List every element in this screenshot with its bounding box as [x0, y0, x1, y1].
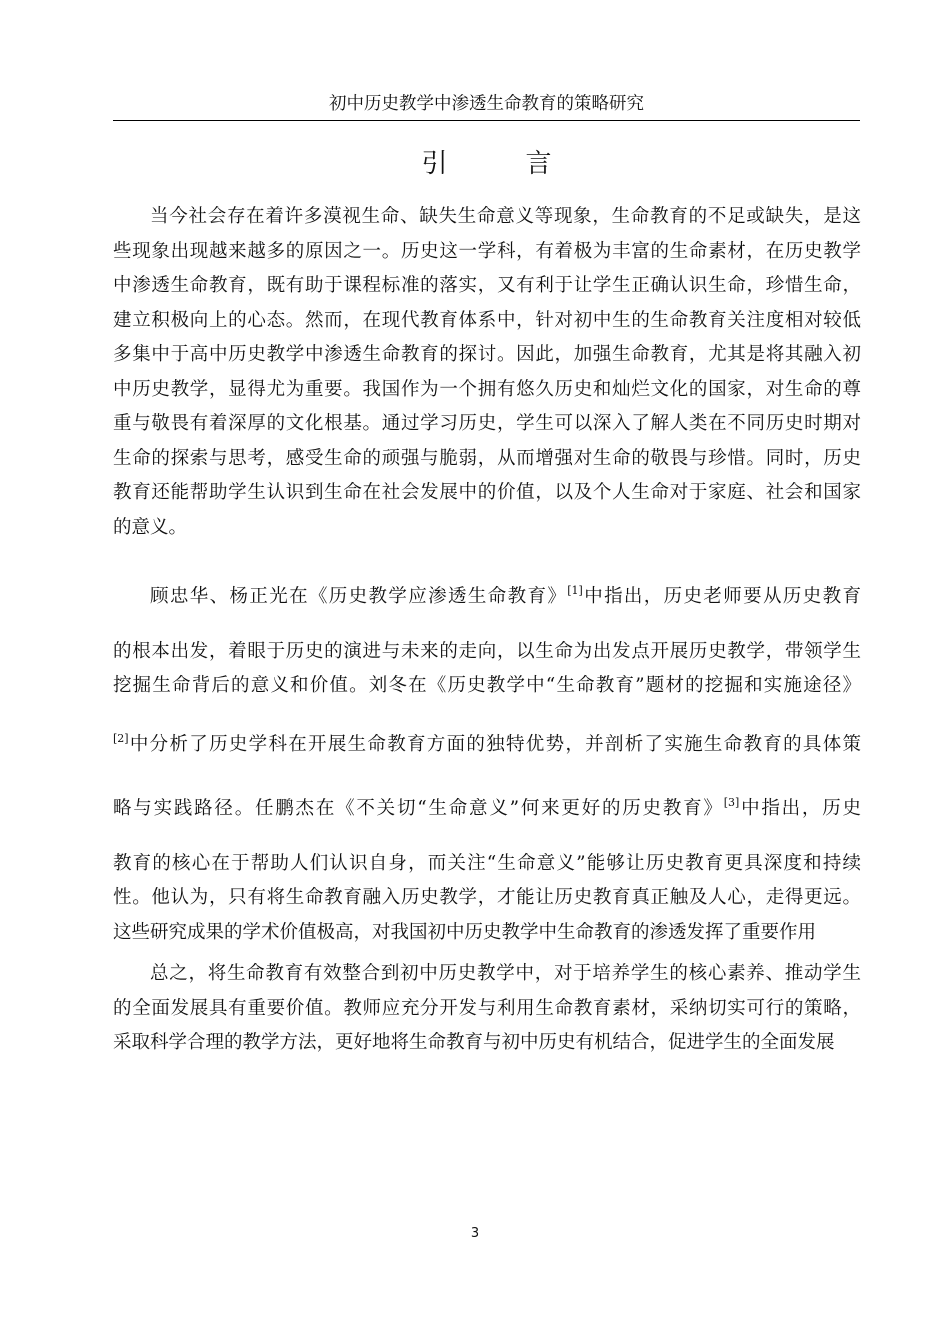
paragraph-line: 些现象出现越来越多的原因之一。历史这一学科，有着极为丰富的生命素材，在历史教学 [113, 240, 861, 262]
section-title: 引 言 [421, 149, 578, 179]
citation-ref-3: [3] [723, 796, 740, 809]
text-run: 中指出，历史老师要从历史教育 [582, 586, 861, 607]
paragraph-line: 采取科学合理的教学方法，更好地将生命教育与初中历史有机结合，促进学生的全面发展 [113, 1032, 835, 1053]
paragraph-line: 性。他认为，只有将生命教育融入历史教学，才能让历史教育真正触及人心，走得更远。 [113, 887, 861, 908]
text-run: 顾忠华、杨正光在《历史教学应渗透生命教育》 [150, 586, 568, 607]
text-run: 中分析了历史学科在开展生命教育方面的独特优势，并剖析了实施生命教育的具体策 [128, 733, 861, 755]
paragraph-line: 的意义。 [113, 516, 188, 538]
paragraph-line [113, 792, 861, 827]
citation-ref-1: [1] [567, 584, 583, 597]
paragraph-line: 教育还能帮助学生认识到生命在社会发展中的价值，以及个人生命对于家庭、社会和国家 [113, 482, 861, 503]
paragraph-line: 重与敬畏有着深厚的文化根基。通过学习历史，学生可以深入了解人类在不同历史时期对 [113, 413, 861, 434]
paragraph-intro [113, 200, 861, 545]
paragraph-line: 生命的探索与思考，感受生命的顽强与脆弱，从而增强对生命的敬畏与珍惜。同时，历史 [113, 447, 861, 469]
paragraph-line: 中历史教学，显得尤为重要。我国作为一个拥有悠久历史和灿烂文化的国家，对生命的尊 [113, 378, 861, 400]
paragraph-literature-review [113, 580, 861, 950]
paragraph-line: 教育的核心在于帮助人们认识自身，而关注“生命意义”能够让历史教育更具深度和持续 [113, 852, 861, 874]
paragraph-line: 挖掘生命背后的意义和价值。刘冬在《历史教学中“生命教育”题材的挖掘和实施途径》 [113, 675, 861, 696]
paragraph-line: 这些研究成果的学术价值极高，对我国初中历史教学中生命教育的渗透发挥了重要作用 [113, 921, 817, 943]
text-run: 中指出，历史 [739, 798, 861, 819]
paragraph-line [113, 580, 861, 615]
paragraph-line: 中渗透生命教育，既有助于课程标准的落实，又有利于让学生正确认识生命，珍惜生命， [113, 275, 861, 296]
paragraph-line: 多集中于高中历史教学中渗透生命教育的探讨。因此，加强生命教育，尤其是将其融入初 [113, 344, 861, 365]
citation-ref-2: [2] [113, 731, 129, 745]
paragraph-line: 建立积极向上的心态。然而，在现代教育体系中，针对初中生的生命教育关注度相对较低 [113, 309, 861, 331]
text-run: 略与实践路径。任鹏杰在《不关切“生命意义”何来更好的历史教育》 [113, 798, 724, 819]
paragraph-line [113, 728, 861, 763]
paragraph-line: 的全面发展具有重要价值。教师应充分开发与利用生命教育素材，采纳切实可行的策略， [113, 997, 861, 1019]
page-number: 3 [470, 1226, 480, 1241]
paragraph-conclusion [113, 957, 861, 1061]
running-header: 初中历史教学中渗透生命教育的策略研究 [113, 92, 860, 121]
paragraph-line: 总之，将生命教育有效整合到初中历史教学中，对于培养学生的核心素养、推动学生 [150, 963, 861, 984]
paragraph-line: 当今社会存在着许多漠视生命、缺失生命意义等现象，生命教育的不足或缺失，是这 [150, 206, 861, 227]
paragraph-line: 的根本出发，着眼于历史的演进与未来的走向，以生命为出发点开展历史教学，带领学生 [113, 640, 861, 662]
